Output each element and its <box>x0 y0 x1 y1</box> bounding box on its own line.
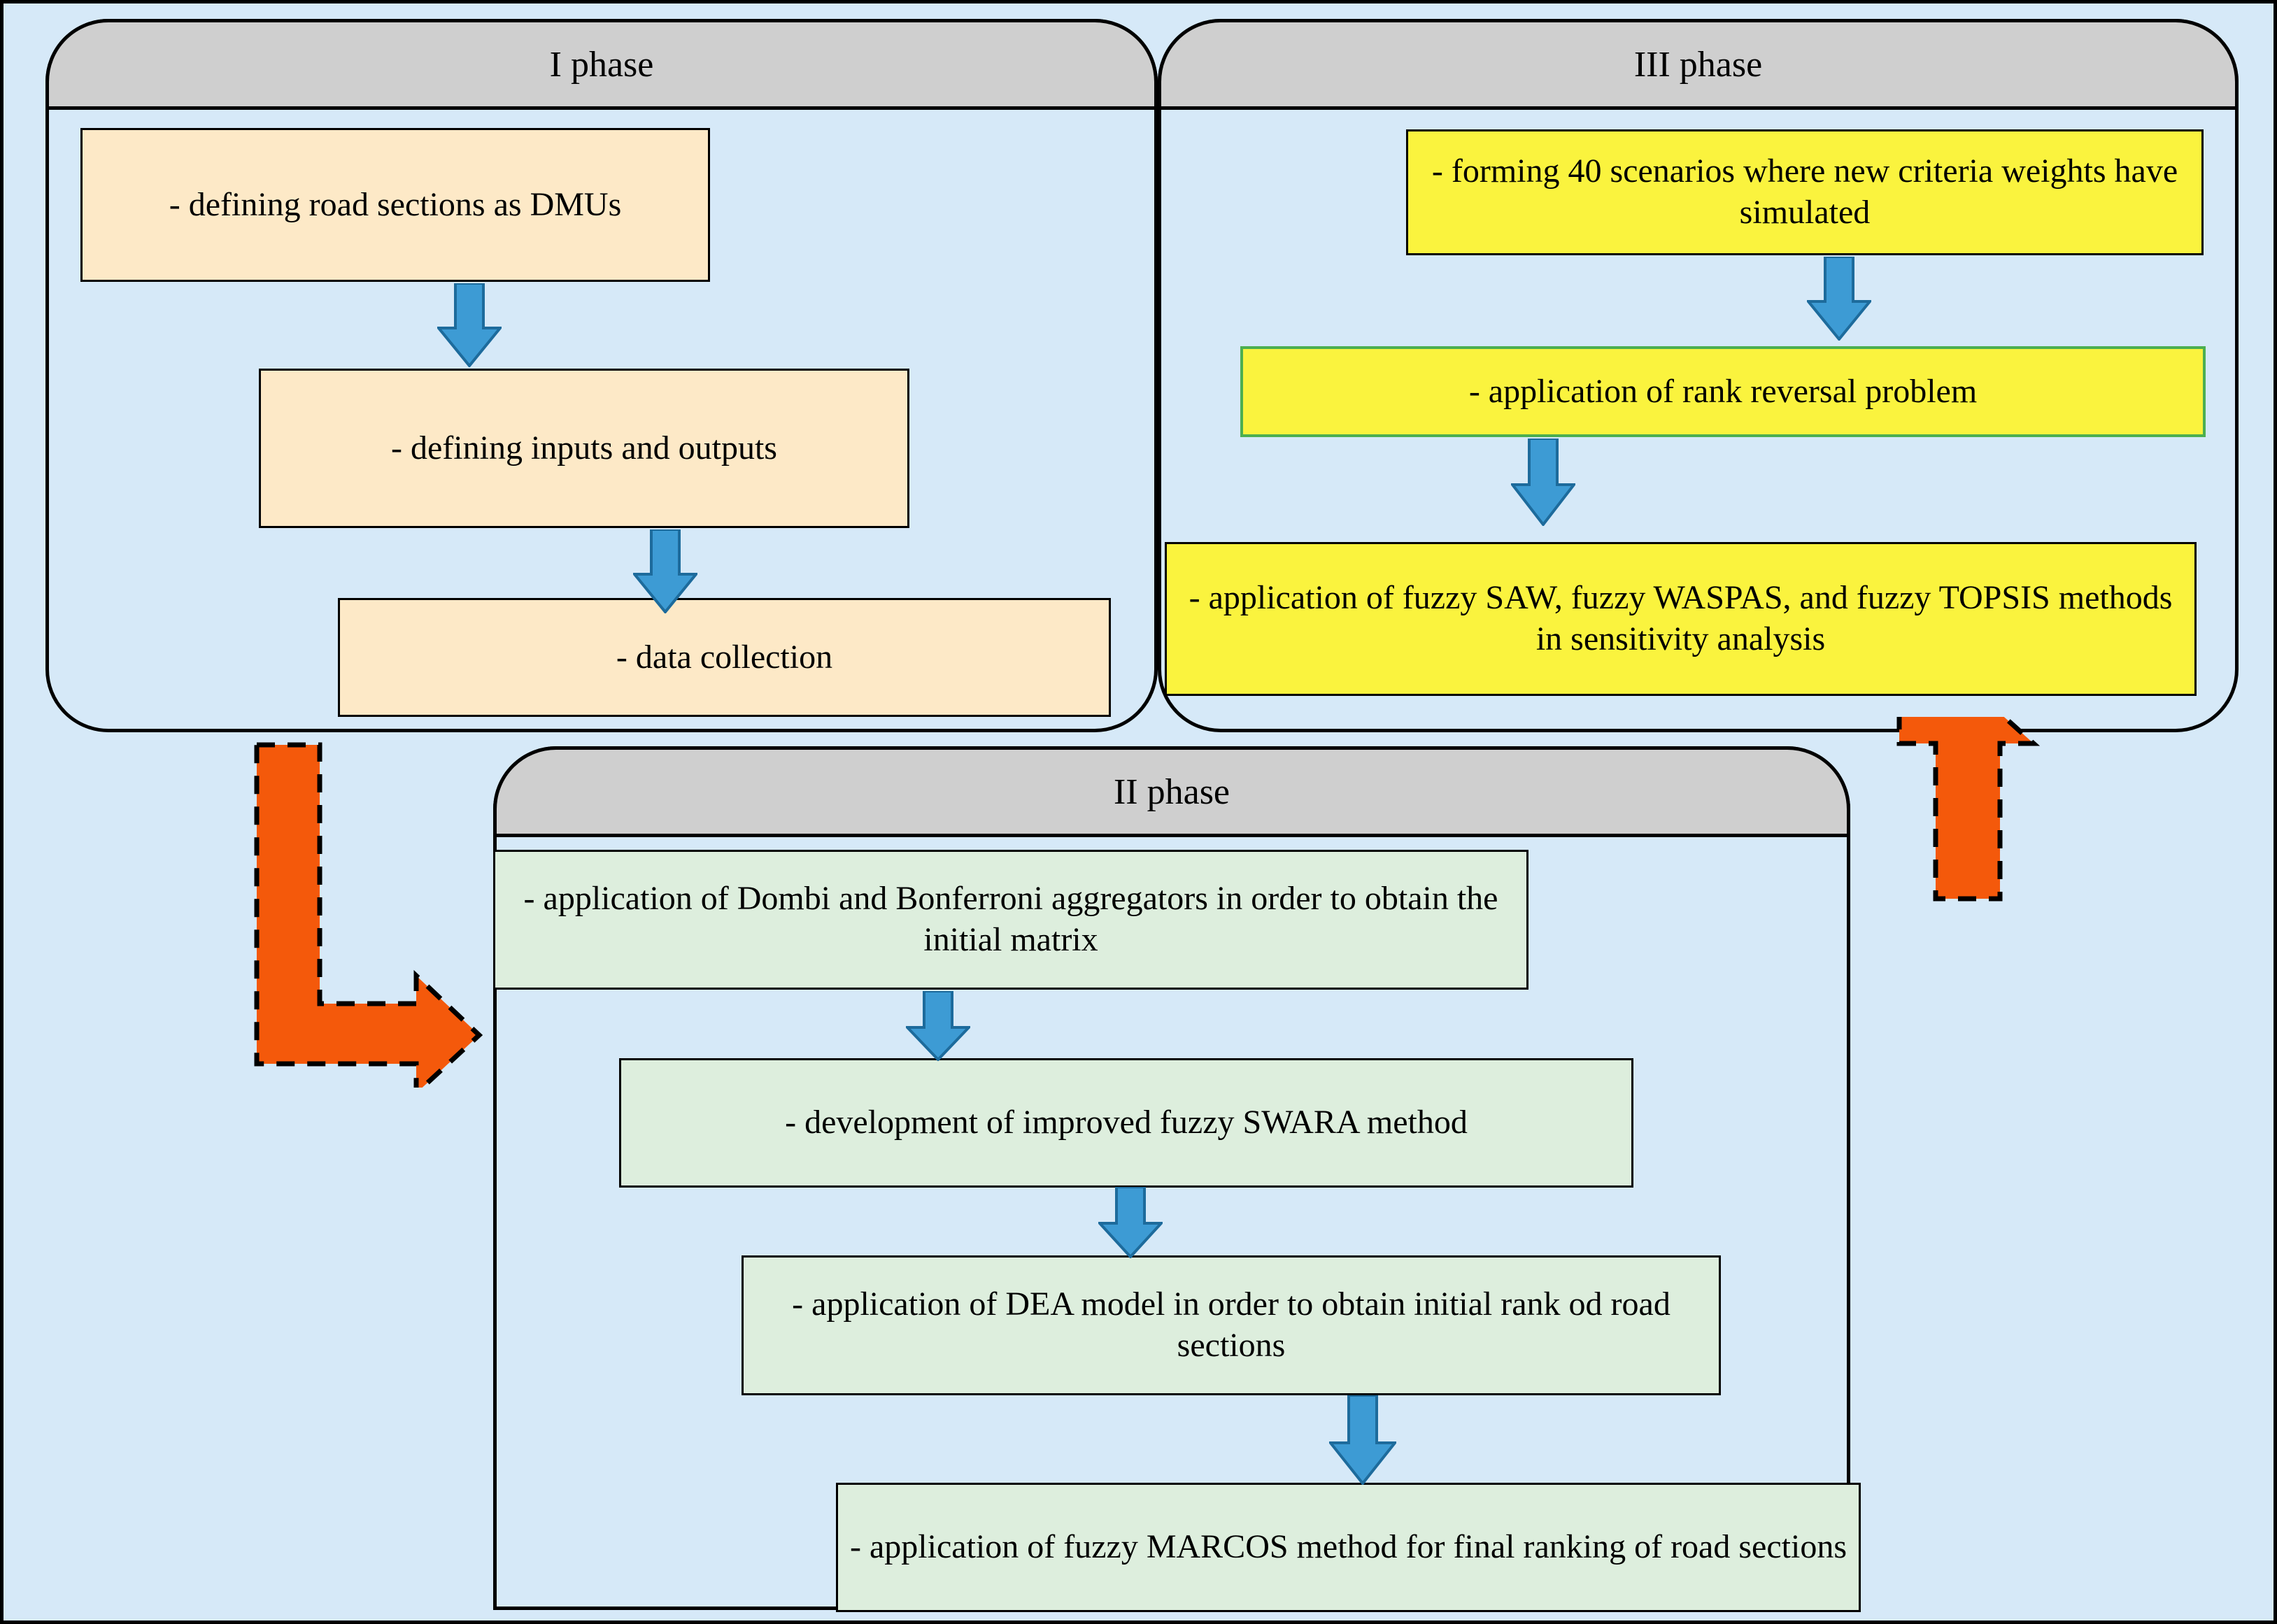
phase-2-label: II phase <box>1113 771 1230 812</box>
phase-2-step-1 <box>493 850 1528 990</box>
arrow-phase2-step1-to-step2 <box>906 991 970 1061</box>
phase-1-step-1 <box>80 128 710 282</box>
phase-1-step-3 <box>338 598 1111 717</box>
phase-2-step-3-text: - application of DEA model in order to obtain initial rank od road sections <box>792 1285 1670 1364</box>
phase-2-step-2 <box>619 1058 1633 1188</box>
phase-3-step-3-text: - application of fuzzy SAW, fuzzy WASPAS, and fuzzy TOPSIS methods in sensitivity analysis <box>1189 579 2173 657</box>
phase-1-step-2 <box>259 369 909 528</box>
phase-3-step-2 <box>1240 346 2206 437</box>
phase-1-label: I phase <box>549 44 654 85</box>
phase-2-step-3 <box>742 1255 1721 1395</box>
phase-1-header <box>45 19 1158 110</box>
phase-3-step-3 <box>1165 542 2197 696</box>
phase-1-step-1-text: - defining road sections as DMUs <box>169 185 622 223</box>
phase-3-label: III phase <box>1633 44 1763 85</box>
arrow-phase2-step2-to-step3 <box>1098 1187 1163 1258</box>
arrow-phase1-to-phase2 <box>241 738 493 1088</box>
arrow-phase3-step2-to-step3 <box>1511 439 1575 526</box>
phase-1-step-2-text: - defining inputs and outputs <box>391 429 777 466</box>
phase-2-step-4-text: - application of fuzzy MARCOS method for final ranking of road sections <box>850 1528 1847 1566</box>
phase-2-header <box>493 746 1850 837</box>
arrow-phase1-step1-to-step2 <box>437 283 502 367</box>
phase-3-header <box>1158 19 2239 110</box>
arrow-phase2-step3-to-step4 <box>1329 1395 1396 1485</box>
arrow-phase2-to-phase3 <box>1850 717 2102 1067</box>
phase-3-step-1-text: - forming 40 scenarios where new criteria weights have simulated <box>1431 152 2178 231</box>
phase-3-step-2-text: - application of rank reversal problem <box>1468 372 1978 410</box>
phase-1-step-3-text: - data collection <box>616 638 833 676</box>
phase-2-step-4 <box>836 1483 1861 1612</box>
phase-2-step-1-text: - application of Dombi and Bonferroni aggregators in order to obtain the initial matrix <box>523 880 1498 958</box>
phase-3-step-1 <box>1406 129 2204 255</box>
arrow-phase3-step1-to-step2 <box>1807 257 1871 341</box>
phase-2-step-2-text: - development of improved fuzzy SWARA method <box>785 1104 1468 1141</box>
arrow-phase1-step2-to-step3 <box>633 529 697 613</box>
